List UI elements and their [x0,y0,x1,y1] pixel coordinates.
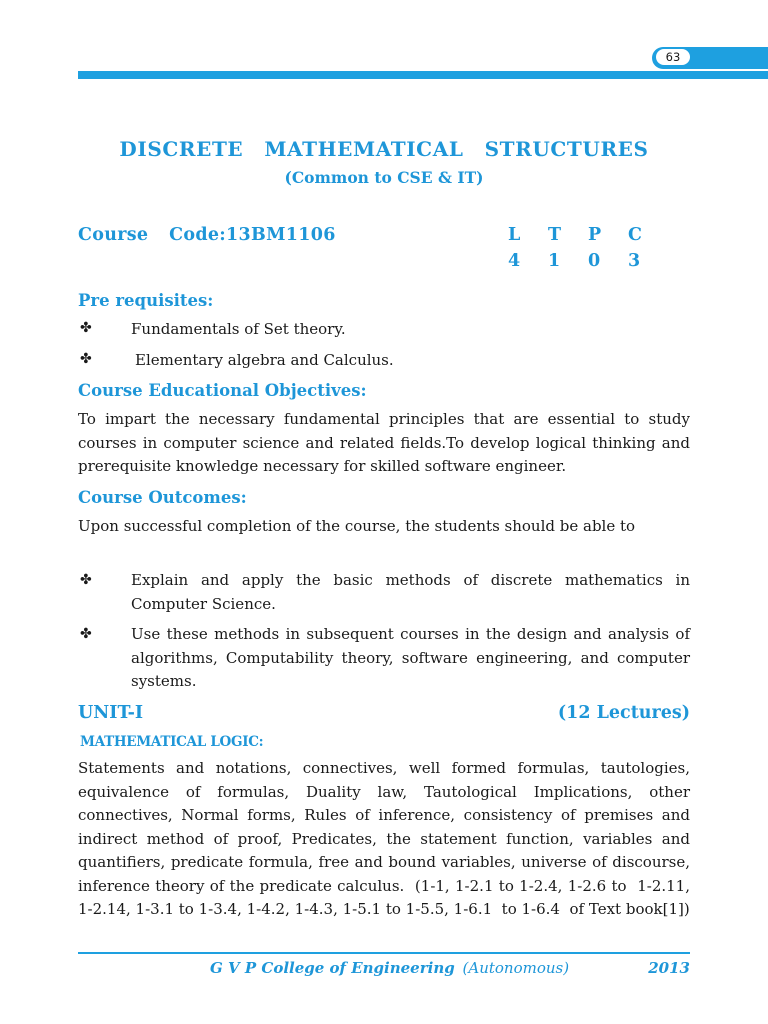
footer-college-name: G V P College of Engineering [210,959,455,977]
objectives-heading: Course Educational Objectives: [78,381,367,400]
footer-year: 2013 [648,959,690,977]
course-code: Course Code:13BM1106 [78,225,336,245]
ltpc-value-c: 3 [628,251,641,271]
page-title: DISCRETE MATHEMATICAL STRUCTURES [119,137,649,161]
unit-topic-heading: MATHEMATICAL LOGIC: [80,734,264,750]
ltpc-values-row [508,251,668,271]
objectives-text: To impart the necessary fundamental principles that are essential to study courses in computer science and related fields.To develop logical thinking and prerequisite knowledge necessary for skilled software engineer. [78,410,690,475]
header-rule [78,71,768,79]
ltpc-value-t: 1 [548,251,561,271]
outcome-item: Explain and apply the basic methods of discrete mathematics in Computer Science. [131,571,690,613]
ltpc-letter-t: T [548,225,562,245]
unit-label: UNIT-I [78,703,144,723]
footer-rule [78,952,690,954]
ltpc-letters-row [508,225,668,245]
outcomes-intro: Upon successful completion of the course, the students should be able to [78,517,636,535]
page-subtitle: (Common to CSE & IT) [284,168,484,187]
ltpc-letter-c: C [628,225,642,245]
prerequisite-item: Elementary algebra and Calculus. [135,351,394,369]
bullet-icon: ✤ [80,351,92,367]
bullet-icon: ✤ [80,626,92,642]
unit-syllabus-text: Statements and notations, connectives, well formed formulas, tautologies, equivalence of formulas, Duality law, Tautological Implications, other connectives, Normal forms, Rules of inference, consistency of premises and indirect method of proof, Predicates, the statement function, variables and quantifiers, predicate formula, free and bound variables, universe of discourse, inference theory of the predicate calculus. (1-1, 1-2.1 to 1-2.4, 1-2.6 to 1-2.11, 1-2.14, 1-3.1 to 1-3.4, 1-4.2, 1-4.3, 1-5.1 to 1-5.5, 1-6.1 to 1-6.4 of Text book[1]) [78,759,700,918]
ltpc-value-l: 4 [508,251,521,271]
footer-autonomous: (Autonomous) [462,959,570,977]
ltpc-value-p: 0 [588,251,601,271]
page-number: 63 [656,49,690,65]
unit-lectures: (12 Lectures) [557,703,690,723]
bullet-icon: ✤ [80,320,92,336]
outcomes-heading: Course Outcomes: [78,488,247,507]
prerequisites-heading: Pre requisites: [78,291,214,310]
ltpc-letter-l: L [508,225,521,245]
footer-college [210,959,569,977]
bullet-icon: ✤ [80,572,92,588]
ltpc-letter-p: P [588,225,602,245]
prerequisite-item: Fundamentals of Set theory. [131,320,346,338]
outcome-item: Use these methods in subsequent courses in the design and analysis of algorithms, Computability theory, software engineering, and computer systems. [131,625,690,690]
